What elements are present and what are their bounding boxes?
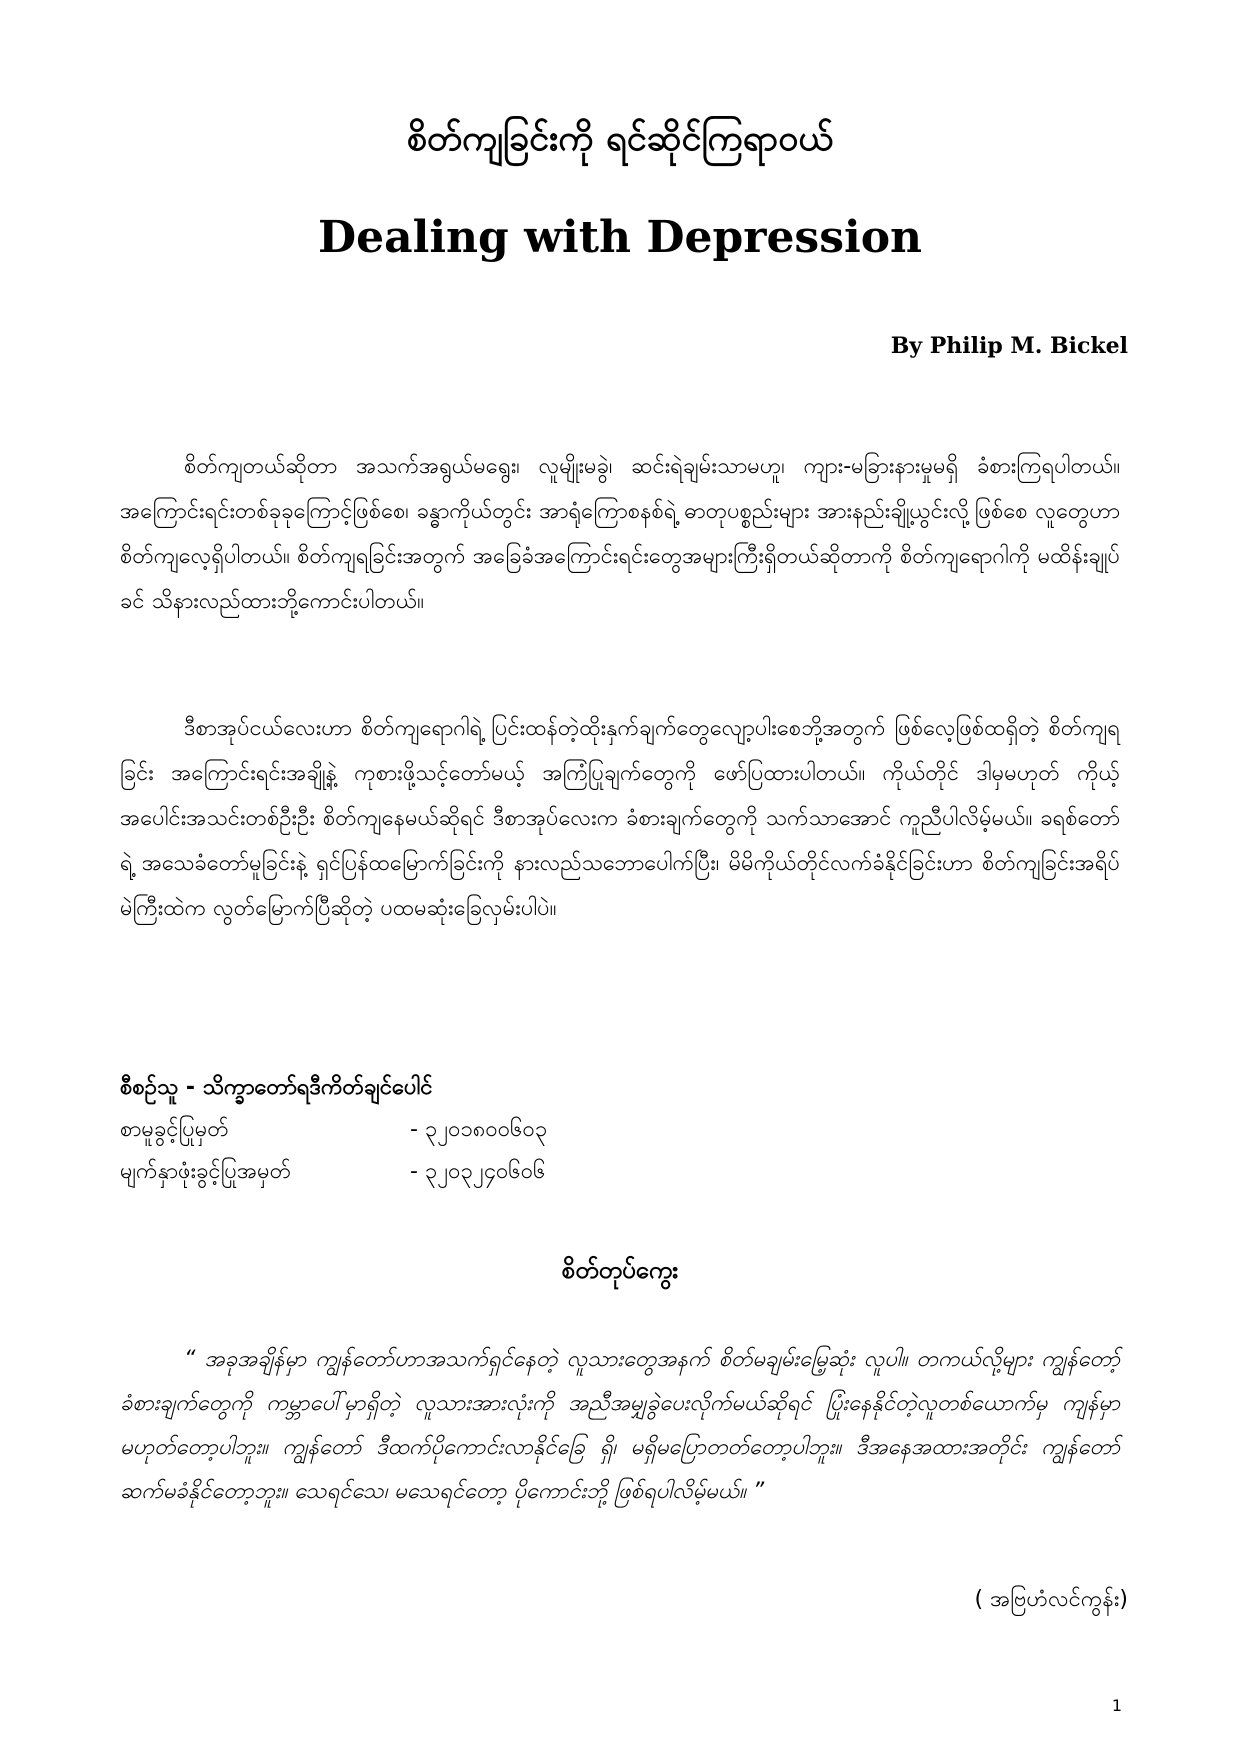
intro-paragraph-2: ဒီစာအုပ်ငယ်လေးဟာ စိတ်ကျရောဂါရဲ့ ပြင်းထန်တဲ့ထိုးနှက်ချက်တွေလျော့ပါးစေဘို့အတွက် ဖြစ်လေ့ဖြစ်ထရှိတဲ့ စိတ်ကျရခြင်း အကြောင်းရင်းအချို့နဲ့ ကုစားဖို့သင့်တော်မယ့် အကြံပြုချက်တွေကို ဖော်ပြထားပါတယ်။ ကိုယ်တိုင် ဒါမှမဟုတ် ကိုယ့်အပေါင်းအသင်းတစ်ဦးဦး စိတ်ကျနေမယ်ဆိုရင် ဒီစာအုပ်လေးက ခံစားချက်တွေကို သက်သာအောင် ကူညီပါလိမ့်မယ်။ ခရစ်တော်ရဲ့ အသေခံတော်မူခြင်းနဲ့ ရှင်ပြန်ထမြောက်ခြင်းကို နားလည်သဘောပေါက်ပြီး၊ မိမိကိုယ်တိုင်လက်ခံနိုင်ခြင်းဟာ စိတ်ကျခြင်းအရိပ်မဲကြီးထဲက လွတ်မြောက်ပြီဆိုတဲ့ ပထမဆုံးခြေလှမ်းပါပဲ။: [120, 716, 1120, 921]
license-heading: စီစဉ်သူ - သိက္ခာတော်ရဒီကိတ်ချင်ပေါင်: [120, 1075, 433, 1100]
title-burmese: စိတ်ကျခြင်းကို ရင်ဆိုင်ကြရာဝယ်: [406, 118, 834, 159]
license-label: မျက်နှာဖုံးခွင့်ပြုအမှတ်: [120, 1159, 292, 1184]
author-byline: By Philip M. Bickel: [890, 333, 1128, 359]
page-number: 1: [1111, 1696, 1122, 1715]
license-row: [120, 1110, 820, 1150]
license-value: - ၃၂၀၁၈၀၀၆၀၃: [410, 1117, 548, 1142]
license-label: စာမူခွင့်ပြုမှတ်: [120, 1117, 229, 1142]
section-heading: စိတ်တုပ်ကွေး: [561, 1256, 679, 1284]
title-english: Dealing with Depression: [317, 212, 923, 263]
quote-paragraph: “ အခုအချိန်မှာ ကျွန်တော်ဟာအသက်ရှင်နေတဲ့ လူသားတွေအနက် စိတ်မချမ်းမြေ့ဆုံး လူပါ။ တကယ်လို့များ ကျွန်တော့်ခံစားချက်တွေကို ကမ္ဘာပေါ်မှာရှိတဲ့ လူသားအားလုံးကို အညီအမျှခွဲပေးလိုက်မယ်ဆိုရင် ပြုံးနေနိုင်တဲ့လူတစ်ယောက်မှ ကျန်မှာမဟုတ်တော့ပါဘူး။ ကျွန်တော် ဒီထက်ပိုကောင်းလာနိုင်ခြေ ရှိ၊ မရှိမပြောတတ်တော့ပါဘူး။ ဒီအနေအထားအတိုင်း ကျွန်တော် ဆက်မခံနိုင်တော့ဘူး။ သေရင်သေ၊ မသေရင်တော့ ပိုကောင်းဘို့ ဖြစ်ရပါလိမ့်မယ်။ ”: [120, 1347, 1120, 1504]
intro-paragraph-1: စိတ်ကျတယ်ဆိုတာ အသက်အရွယ်မရွေး၊ လူမျိုးမခွဲ၊ ဆင်းရဲချမ်းသာမဟူ၊ ကျား-မခြားနားမှုမရှိ ခံစားကြရပါတယ်။ အကြောင်းရင်းတစ်ခုခုကြောင့်ဖြစ်စေ၊ ခန္ဓာကိုယ်တွင်း အာရုံကြောစနစ်ရဲ့ ဓာတုပစ္စည်းများ အားနည်းချို့ယွင်းလို့ဖြစ်စေ လူတွေဟာစိတ်ကျလေ့ရှိပါတယ်။ စိတ်ကျရခြင်းအတွက် အခြေခံအကြောင်းရင်းတွေအများကြီးရှိတယ်ဆိုတာကို စိတ်ကျရောဂါကို မထိန်းချုပ်ခင် သိနားလည်ထားဘို့ကောင်းပါတယ်။: [120, 454, 1120, 614]
license-row: [120, 1152, 820, 1192]
license-value: - ၃၂၀၃၂၄၀၆၀၆: [410, 1159, 546, 1184]
quote-attribution: ( အဗြဟံလင်ကွန်း): [974, 1587, 1128, 1612]
